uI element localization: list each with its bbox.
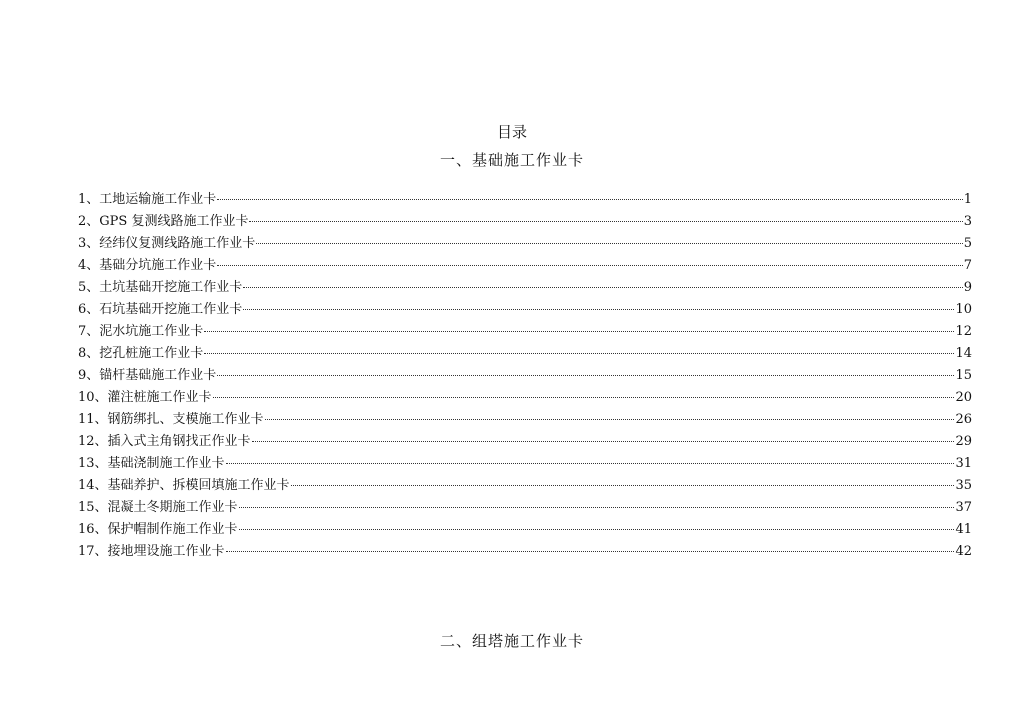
toc-entry-number: 12、 [78,434,108,449]
toc-entry-title: 基础分坑施工作业卡 [99,258,217,273]
toc-entry[interactable] [78,365,972,387]
toc-entry-title: 混凝土冬期施工作业卡 [107,500,238,515]
toc-dot-leader [291,485,955,486]
toc-entry-page-number: 1 [963,192,972,207]
toc-entry-number: 3、 [78,236,100,251]
toc-entry-number: 6、 [78,302,100,317]
toc-entry[interactable] [78,541,972,563]
toc-entry-page-number: 15 [955,368,972,383]
toc-entry-page-number: 31 [955,456,972,471]
toc-entry[interactable] [78,255,972,277]
toc-entry-page-number: 20 [955,390,972,405]
toc-dot-leader [265,419,955,420]
section-heading-foundation: 一、基础施工作业卡 [439,151,584,169]
toc-entry-title: 工地运输施工作业卡 [99,192,217,207]
toc-entry-title: 插入式主角钢找正作业卡 [107,434,251,449]
toc-entry-title: 保护帽制作施工作业卡 [107,522,238,537]
toc-entry-title: 挖孔桩施工作业卡 [99,346,204,361]
toc-dot-leader [204,331,954,332]
toc-entry-page-number: 26 [955,412,972,427]
toc-entry-number: 8、 [78,346,100,361]
toc-dot-leader [204,353,954,354]
toc-entry-page-number: 29 [955,434,972,449]
toc-entry-page-number: 42 [955,544,972,559]
toc-entry[interactable] [78,497,972,519]
toc-entry-page-number: 14 [955,346,972,361]
toc-dot-leader [213,397,955,398]
toc-dot-leader [249,221,962,222]
toc-entry[interactable] [78,387,972,409]
toc-entry-page-number: 37 [955,500,972,515]
toc-entry[interactable] [78,453,972,475]
toc-entry-title: 钢筋绑扎、支模施工作业卡 [107,412,264,427]
toc-entry-number: 5、 [78,280,100,295]
toc-entry-number: 7、 [78,324,100,339]
toc-entry-number: 16、 [78,522,108,537]
toc-entry-page-number: 3 [963,214,972,229]
toc-entry[interactable] [78,277,972,299]
toc-entry-number: 11、 [78,412,108,427]
toc-dot-leader [226,551,955,552]
toc-entry-number: 1、 [78,192,100,207]
toc-entry[interactable] [78,519,972,541]
toc-dot-leader [243,287,962,288]
toc-entry-title: 灌注桩施工作业卡 [107,390,212,405]
toc-entry-title: 基础养护、拆模回填施工作业卡 [107,478,290,493]
toc-entry-title: 锚杆基础施工作业卡 [99,368,217,383]
toc-entry-page-number: 9 [963,280,972,295]
toc-entry-page-number: 7 [963,258,972,273]
toc-entry[interactable] [78,299,972,321]
toc-entry[interactable] [78,431,972,453]
toc-entry-title: 石坑基础开挖施工作业卡 [99,302,243,317]
toc-entry[interactable] [78,409,972,431]
toc-entry-page-number: 5 [963,236,972,251]
toc-entry[interactable] [78,189,972,211]
toc-entry-number: 14、 [78,478,108,493]
toc-entry-number: 2、 [78,214,100,229]
toc-entry-number: 10、 [78,390,108,405]
toc-entry-title: 土坑基础开挖施工作业卡 [99,280,243,295]
toc-entry-title: 基础浇制施工作业卡 [107,456,225,471]
section-heading-tower-assembly: 二、组塔施工作业卡 [439,632,584,650]
toc-entry[interactable] [78,321,972,343]
toc-entry-title: 经纬仪复测线路施工作业卡 [99,236,256,251]
toc-entry[interactable] [78,211,972,233]
toc-entry-page-number: 10 [955,302,972,317]
document-title: 目录 [496,123,527,141]
toc-entry[interactable] [78,343,972,365]
table-of-contents [78,189,972,563]
toc-entry-number: 13、 [78,456,108,471]
toc-entry-number: 15、 [78,500,108,515]
toc-dot-leader [243,309,954,310]
toc-dot-leader [239,529,955,530]
toc-entry-title: 泥水坑施工作业卡 [99,324,204,339]
toc-entry-page-number: 12 [955,324,972,339]
toc-entry-number: 4、 [78,258,100,273]
toc-entry-page-number: 35 [955,478,972,493]
toc-dot-leader [217,375,954,376]
toc-dot-leader [239,507,955,508]
toc-entry-page-number: 41 [955,522,972,537]
toc-dot-leader [252,441,955,442]
toc-entry-number: 9、 [78,368,100,383]
toc-entry-title: GPS 复测线路施工作业卡 [99,214,249,229]
toc-entry-title: 接地埋设施工作业卡 [107,544,225,559]
toc-entry-number: 17、 [78,544,108,559]
toc-entry[interactable] [78,233,972,255]
toc-dot-leader [217,199,962,200]
toc-dot-leader [217,265,962,266]
toc-entry[interactable] [78,475,972,497]
toc-dot-leader [256,243,962,244]
toc-dot-leader [226,463,955,464]
